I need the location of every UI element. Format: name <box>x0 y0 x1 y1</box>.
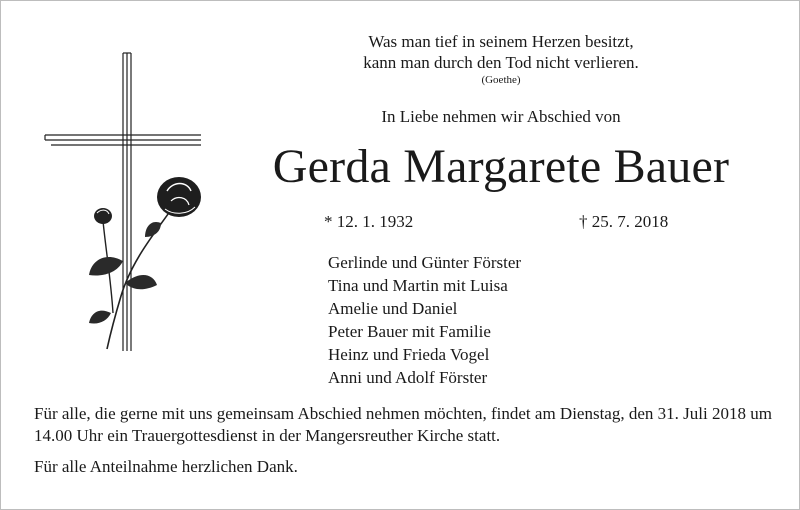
mourner-entry: Tina und Martin mit Luisa <box>328 276 508 295</box>
mourner-entry: Gerlinde und Günter Förster <box>328 253 522 272</box>
deceased-name: Gerda Margarete Bauer <box>272 140 730 193</box>
mourner-entry: Peter Bauer mit Familie <box>328 322 491 341</box>
quote-source: (Goethe) <box>481 74 521 86</box>
quote-block <box>301 31 701 87</box>
birth-date: * 12. 1. 1932 <box>324 212 414 231</box>
intro-text: In Liebe nehmen wir Abschied von <box>381 107 621 126</box>
cross-with-rose-icon <box>41 51 211 361</box>
quote-line-1: Was man tief in seinem Herzen besitzt, <box>368 32 634 51</box>
service-notice: Für alle, die gerne mit uns gemeinsam Abschied nehmen möchten, findet am Dienstag, den 31. Juli 2018 um 14.00 Uhr ein Trauergottesdienst in der Mangersreuther Kirche statt. <box>34 404 772 445</box>
rose-icon <box>89 177 201 349</box>
mourner-entry: Amelie und Daniel <box>328 299 458 318</box>
mourners-list <box>328 251 521 389</box>
death-date: † 25. 7. 2018 <box>579 212 669 231</box>
quote-line-2: kann man durch den Tod nicht verlieren. <box>363 53 639 72</box>
mourner-entry: Anni und Adolf Förster <box>328 368 488 387</box>
thanks-text: Für alle Anteilnahme herzlichen Dank. <box>34 457 298 476</box>
mourner-entry: Heinz und Frieda Vogel <box>328 345 490 364</box>
